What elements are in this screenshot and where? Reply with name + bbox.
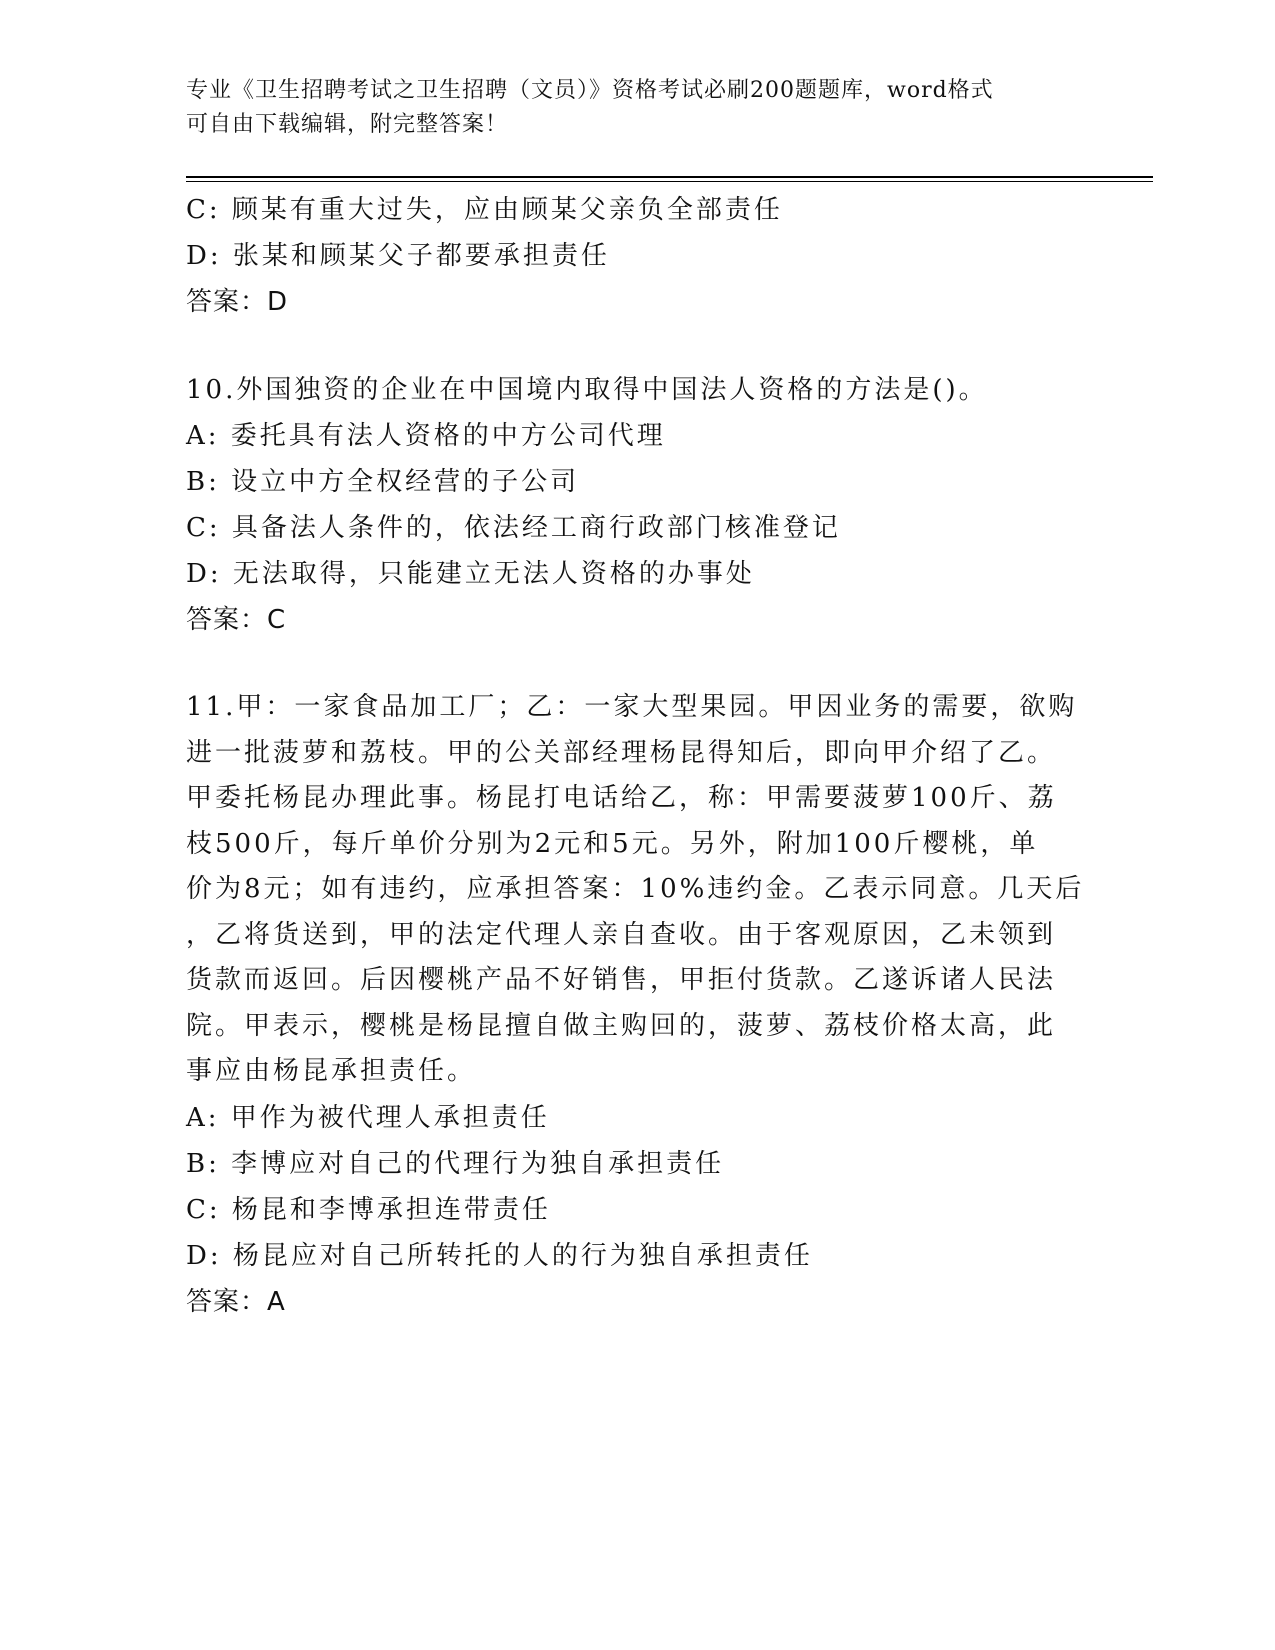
q9-answer: 答案：D (186, 287, 289, 317)
header-divider-thin (186, 181, 1153, 182)
q11-stem-line: ，乙将货送到，甲的法定代理人亲自查收。由于客观原因，乙未领到 (186, 919, 1057, 950)
q11-option-b: B: 李博应对自己的代理行为独自承担责任 (186, 1148, 725, 1179)
q10-option-d: D: 无法取得，只能建立无法人资格的办事处 (186, 559, 755, 589)
q11-stem (186, 685, 1086, 1095)
q9-option-d: D: 张某和顾某父子都要承担责任 (186, 241, 610, 271)
q11-stem-line: 枝500斤，每斤单价分别为2元和5元。另外，附加100斤樱桃，单 (186, 828, 1039, 859)
question-10 (186, 367, 1086, 643)
q11-answer: 答案：A (186, 1286, 286, 1317)
q11-stem-line: 11.甲：一家食品加工厂；乙：一家大型果园。甲因业务的需要，欲购 (186, 692, 1078, 722)
q11-stem-line: 价为8元；如有违约，应承担答案：10%违约金。乙表示同意。几天后 (186, 874, 1085, 904)
q10-stem: 10.外国独资的企业在中国境内取得中国法人资格的方法是()。 (186, 375, 988, 405)
q10-option-b: B: 设立中方全权经营的子公司 (186, 467, 580, 497)
q10-answer: 答案：C (186, 605, 287, 635)
page-header (186, 74, 1086, 142)
q9-option-c: C: 顾某有重大过失，应由顾某父亲负全部责任 (186, 195, 783, 225)
q11-option-d: D: 杨昆应对自己所转托的人的行为独自承担责任 (186, 1240, 813, 1271)
q11-stem-line: 院。甲表示，樱桃是杨昆擅自做主购回的，菠萝、荔枝价格太高，此 (186, 1010, 1057, 1041)
q11-stem-line: 进一批菠萝和荔枝。甲的公关部经理杨昆得知后，即向甲介绍了乙。 (186, 737, 1057, 768)
header-line-2: 可自由下载编辑，附完整答案！ (186, 112, 509, 137)
q10-option-a: A: 委托具有法人资格的中方公司代理 (186, 421, 666, 451)
question-content (186, 187, 1086, 1325)
q11-stem-line: 甲委托杨昆办理此事。杨昆打电话给乙，称：甲需要菠萝100斤、荔 (186, 783, 1057, 813)
q11-option-a: A: 甲作为被代理人承担责任 (186, 1102, 550, 1133)
header-line-1: 专业《卫生招聘考试之卫生招聘（文员）》资格考试必刷200题题库，word格式 (186, 78, 994, 103)
header-divider-thick (186, 176, 1153, 178)
q10-option-c: C: 具备法人条件的，依法经工商行政部门核准登记 (186, 513, 841, 543)
q11-stem-line: 事应由杨昆承担责任。 (186, 1056, 477, 1086)
spacer (186, 643, 1086, 685)
question-9-tail (186, 187, 1086, 325)
question-11 (186, 685, 1086, 1325)
q11-option-c: C: 杨昆和李博承担连带责任 (186, 1194, 551, 1225)
q11-stem-line: 货款而返回。后因樱桃产品不好销售，甲拒付货款。乙遂诉诸人民法 (186, 965, 1057, 995)
spacer (186, 325, 1086, 367)
